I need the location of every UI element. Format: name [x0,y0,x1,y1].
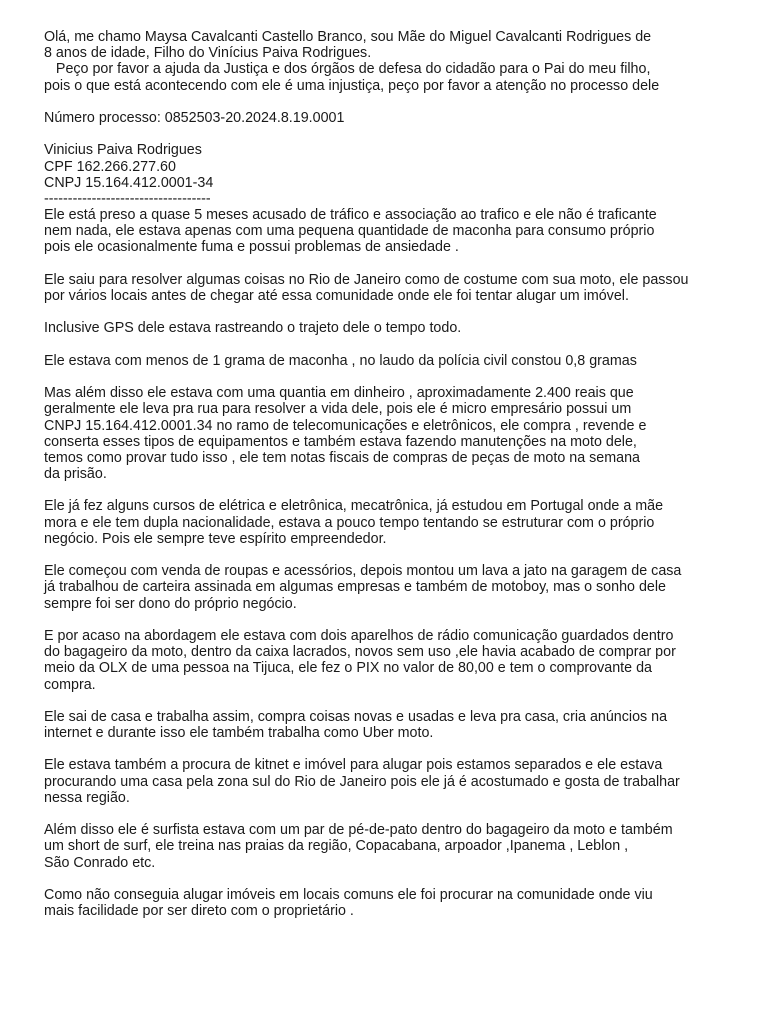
text-line: Ele estava também a procura de kitnet e imóvel para alugar pois estamos separados e ele estava [44,757,663,774]
paragraph-spacer [44,482,756,498]
text-line: meio da OLX de uma pessoa na Tijuca, ele fez o PIX no valor de 80,00 e tem o comprovante da [44,660,652,677]
text-line: do bagageiro da moto, dentro da caixa lacrados, novos sem uso ,ele havia acabado de comprar por [44,644,676,661]
paragraph-spacer [44,612,756,628]
text-line: Ele saiu para resolver algumas coisas no Rio de Janeiro como de costume com sua moto, ele passou [44,271,689,288]
paragraph-spacer [44,547,756,563]
text-line: nem nada, ele estava apenas com uma pequena quantidade de maconha para consumo próprio [44,223,655,240]
text-line: CPF 162.266.277.60 [44,158,176,175]
text-line: procurando uma casa pela zona sul do Rio de Janeiro pois ele já é acostumado e gosta de trabalhar [44,773,680,790]
text-line: Ele estava com menos de 1 grama de maconha , no laudo da polícia civil constou 0,8 gramas [44,352,637,369]
text-line: Mas além disso ele estava com uma quantia em dinheiro , aproximadamente 2.400 reais que [44,385,634,402]
paragraph-spacer [44,304,756,320]
text-line: compra. [44,676,96,693]
text-line: pois o que está acontecendo com ele é uma injustiça, peço por favor a atenção no processo dele [44,77,660,94]
text-line: conserta esses tipos de equipamentos e também estava fazendo manutenções na moto dele, [44,433,637,450]
text-line: pois ele ocasionalmente fuma e possui problemas de ansiedade . [44,239,459,256]
text-line: Inclusive GPS dele estava rastreando o trajeto dele o tempo todo. [44,320,462,337]
text-line: mais facilidade por ser direto com o proprietário . [44,903,354,920]
text-line: ----------------------------------- [44,190,211,207]
text-line: Como não conseguia alugar imóveis em locais comuns ele foi procurar na comunidade onde viu [44,886,653,903]
paragraph-spacer [44,94,756,110]
text-line: já trabalhou de carteira assinada em algumas empresas e também de motoboy, mas o sonho dele [44,579,666,596]
text-line: 8 anos de idade, Filho do Vinícius Paiva Rodrigues. [44,45,372,62]
text-line: por vários locais antes de chegar até essa comunidade onde ele foi tentar alugar um imóvel. [44,288,629,304]
text-line: Ele já fez alguns cursos de elétrica e eletrônica, mecatrônica, já estudou em Portugal onde a mãe [44,498,664,515]
paragraph-spacer [44,693,756,709]
text-line: mora e ele tem dupla nacionalidade, estava a pouco tempo tentando se estruturar com o próprio [44,514,655,531]
text-line: Número processo: 0852503-20.2024.8.19.0001 [44,109,345,126]
paragraph-spacer [44,126,756,142]
paragraph-spacer [44,741,756,757]
text-line: da prisão. [44,466,107,483]
text-line: Olá, me chamo Maysa Cavalcanti Castello Branco, sou Mãe do Miguel Cavalcanti Rodrigues de [44,29,652,45]
text-line: Ele está preso a quase 5 meses acusado de tráfico e associação ao trafico e ele não é traficante [44,207,657,224]
text-line: negócio. Pois ele sempre teve espírito empreendedor. [44,530,387,547]
text-line: Ele começou com venda de roupas e acessórios, depois montou um lava a jato na garagem de casa [44,563,682,580]
text-line: E por acaso na abordagem ele estava com dois aparelhos de rádio comunicação guardados dentro [44,627,674,644]
text-line: internet e durante isso ele também trabalha como Uber moto. [44,725,434,742]
paragraph-spacer [44,806,756,822]
text-line: temos como provar tudo isso , ele tem notas fiscais de compras de peças de moto na semana [44,449,641,466]
document-body [44,29,756,919]
text-line: sempre foi ser dono do próprio negócio. [44,595,297,612]
paragraph-spacer [44,337,756,353]
text-line: CNPJ 15.164.412.0001.34 no ramo de telecomunicações e eletrônicos, ele compra , revende e [44,417,647,434]
text-line: CNPJ 15.164.412.0001-34 [44,174,214,191]
paragraph-spacer [44,369,756,385]
text-line: Vinicius Paiva Rodrigues [44,142,202,159]
text-line: um short de surf, ele treina nas praias da região, Copacabana, arpoador ,Ipanema , Leblon , [44,838,629,855]
paragraph-spacer [44,256,756,272]
text-line: Peço por favor a ajuda da Justiça e dos órgãos de defesa do cidadão para o Pai do meu filho, [44,61,651,78]
text-line: São Conrado etc. [44,854,156,871]
text-line: geralmente ele leva pra rua para resolver a vida dele, pois ele é micro empresário possui um [44,401,632,418]
text-line: nessa região. [44,789,130,806]
paragraph-spacer [44,871,756,887]
text-line: Além disso ele é surfista estava com um par de pé-de-pato dentro do bagageiro da moto e também [44,822,673,839]
text-line: Ele sai de casa e trabalha assim, compra coisas novas e usadas e leva pra casa, cria anúncios na [44,708,668,725]
